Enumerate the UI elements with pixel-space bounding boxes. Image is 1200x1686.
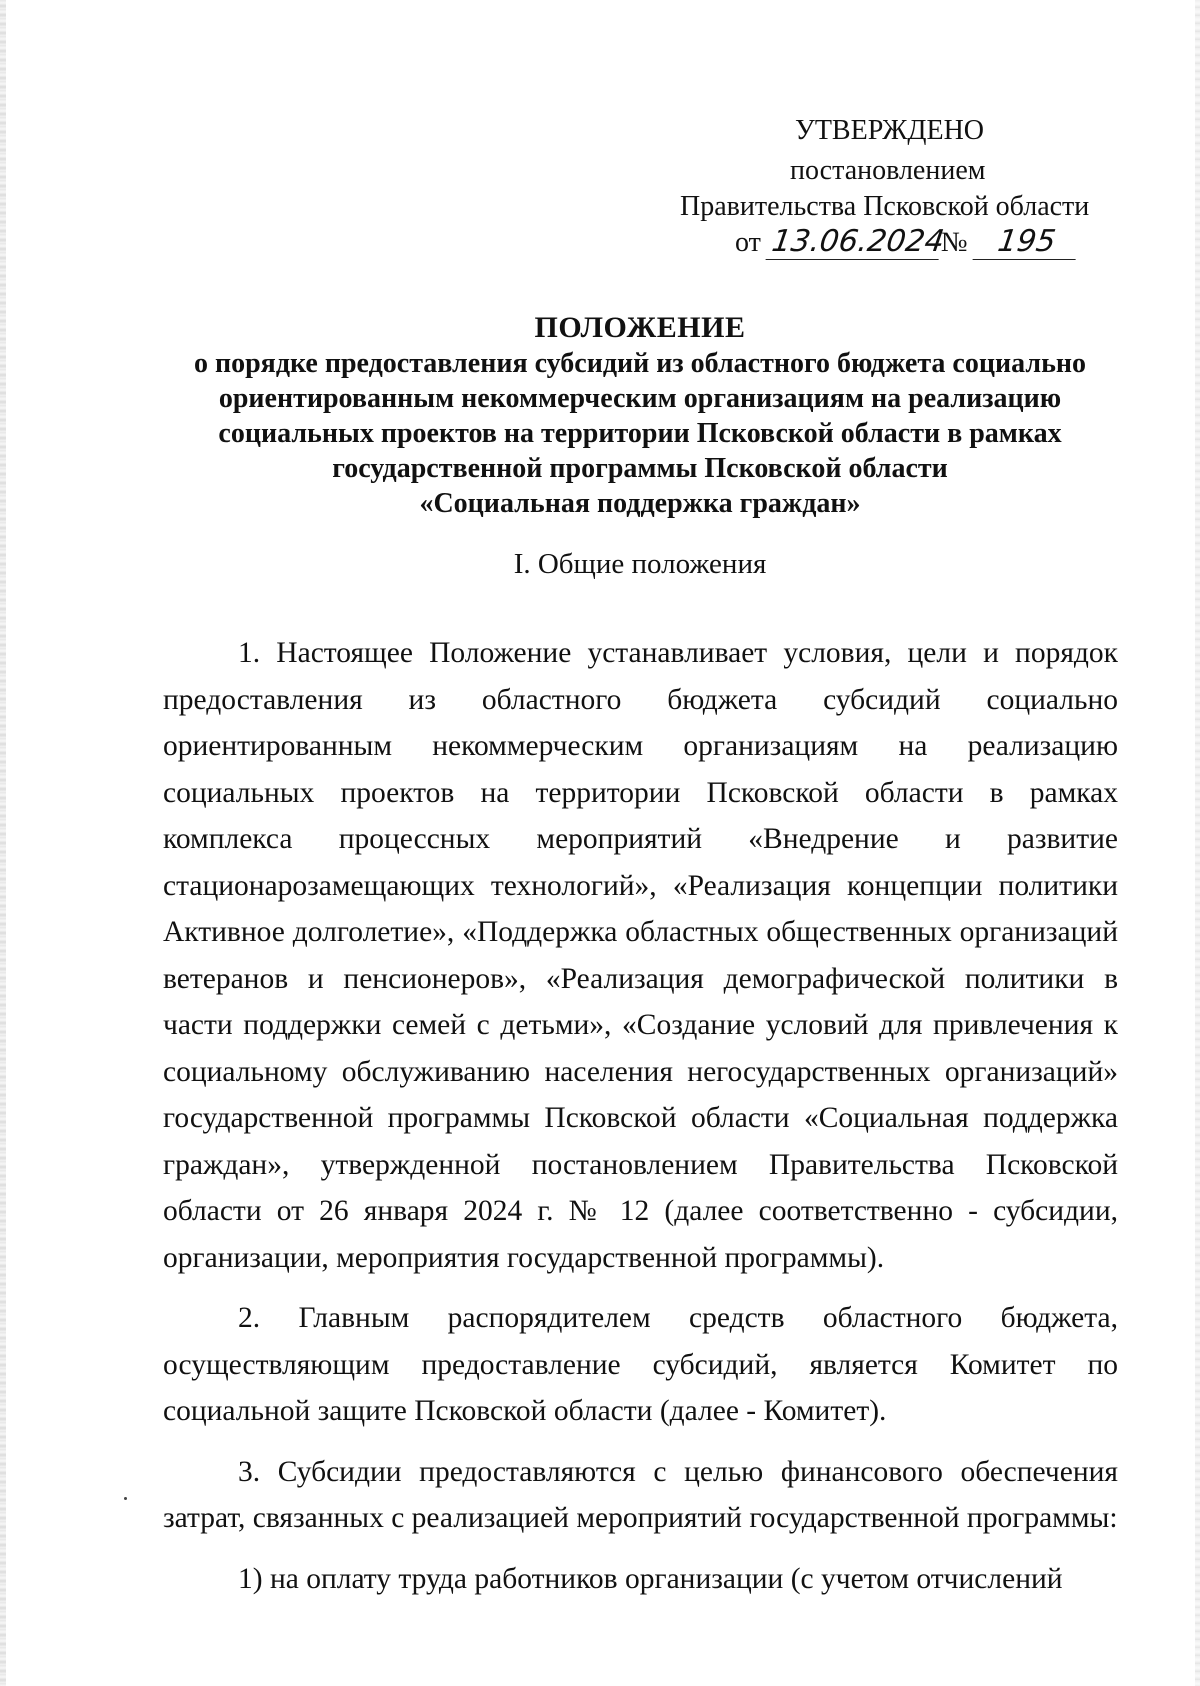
document-heading [160, 310, 1120, 521]
paragraph: 3. Субсидии предоставляются с целью финансового обеспечения затрат, связанных с реализацией мероприятий государственной программы: [163, 1455, 1118, 1534]
scan-edge-right [1195, 0, 1200, 1686]
document-body [163, 630, 1118, 1602]
approval-government-label: Правительства Псковской области [680, 191, 1090, 222]
approval-handwritten-number: 195 [972, 225, 1080, 260]
subtitle-line: государственной программы Псковской области [332, 453, 948, 484]
paragraph: 1. Настоящее Положение устанавливает условия, цели и порядок предоставления из областного бюджета субсидий социально ориентированным некоммерческим организациям на реализацию социальных проектов на территории Псковской области в рамках комплекса процессных мероприятий «Внедрение и развитие стационарозамещающих технологий», «Реализация концепции политики Активное долголетие», «Поддержка областных общественных организаций ветеранов и пенсионеров», «Реализация демографической политики в части поддержки семей с детьми», «Создание условий для привлечения к социальному обслуживанию населения негосударственных организаций» государственной программы Псковской области «Социальная поддержка граждан», утвержденной постановлением Правительства Псковской области от 26 января 2024 г. № 12 (далее соответственно - субсидии, организации, мероприятия государственной программы). [163, 637, 1118, 1274]
approval-from-label: от [735, 227, 761, 258]
document-subtitle [160, 346, 1120, 521]
approval-number-label: № [940, 227, 968, 258]
approval-resolution-label: постановлением [790, 155, 986, 186]
approval-title: УТВЕРЖДЕНО [795, 115, 985, 146]
subtitle-line: социальных проектов на территории Псковской области в рамках [218, 418, 1062, 449]
paragraph: 1) на оплату труда работников организации (с учетом отчислений [238, 1562, 1063, 1595]
scan-speck [124, 1497, 127, 1500]
scan-edge-left [0, 0, 6, 1686]
paragraph: 2. Главным распорядителем средств областного бюджета, осуществляющим предоставление субсидий, является Комитет по социальной защите Псковской области (далее - Комитет). [163, 1302, 1118, 1427]
approval-date-number-line [735, 224, 1078, 262]
document-title: ПОЛОЖЕНИЕ [534, 311, 746, 344]
subtitle-line: о порядке предоставления субсидий из областного бюджета социально [193, 348, 1087, 379]
section-heading: I. Общие положения [513, 548, 767, 580]
subtitle-line: «Социальная поддержка граждан» [419, 488, 861, 519]
subtitle-line: ориентированным некоммерческим организациям на реализацию [218, 383, 1062, 414]
approval-handwritten-date: 13.06.2024 [765, 225, 943, 260]
